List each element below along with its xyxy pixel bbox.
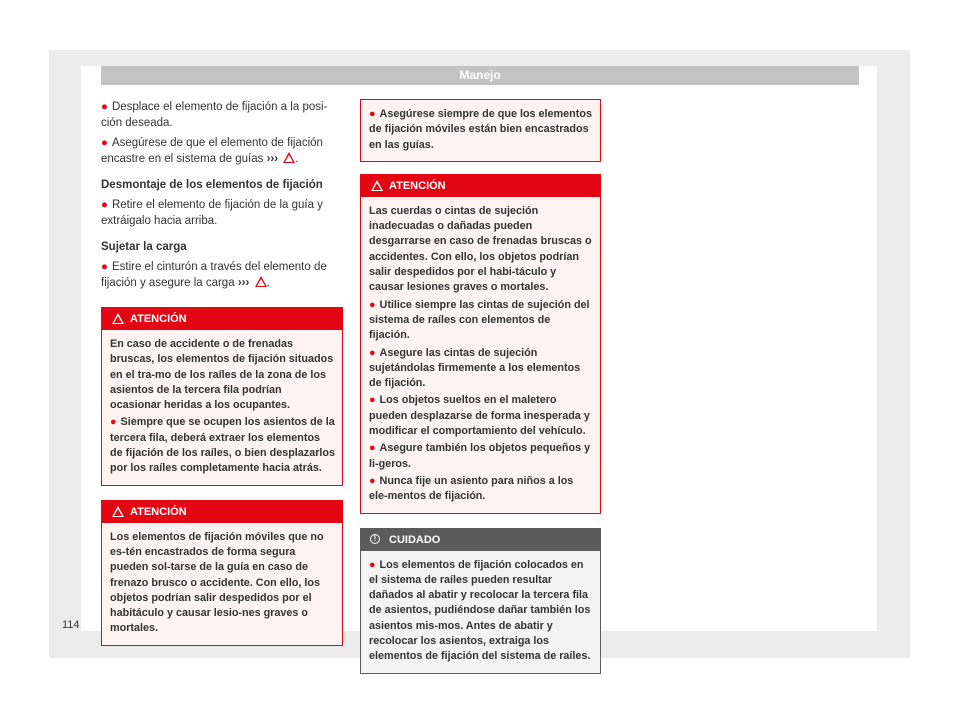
warning-box-header: ATENCIÓN bbox=[361, 175, 600, 197]
warning-bullet: ● Asegure también los objetos pequeños y li-geros. bbox=[369, 442, 591, 470]
bullet-icon: ● bbox=[101, 261, 108, 273]
bullet-icon: ● bbox=[369, 442, 376, 455]
warning-triangle-icon bbox=[112, 506, 124, 517]
page-number: 114 bbox=[62, 619, 80, 631]
warning-box-3 bbox=[360, 174, 601, 514]
warning-box-body bbox=[361, 100, 600, 161]
caution-box bbox=[360, 528, 601, 674]
heading-removal: Desmontaje de los elementos de fijación bbox=[101, 179, 323, 191]
warning-triangle-icon bbox=[255, 276, 267, 287]
instruction-3: ● Retire el elemento de fijación de la guía y extráigalo hacia arriba. bbox=[101, 199, 323, 227]
warning-box-header: ATENCIÓN bbox=[102, 308, 342, 330]
section-header: Manejo bbox=[101, 66, 859, 85]
info-circle-icon: ! bbox=[370, 534, 380, 544]
warning-text: En caso de accidente o de frenadas bruscas, los elementos de fijación situados en el tra-mo de los raíles de la zona de los asientos de la tercera fila podrían ocasionar heridas a los ocupantes. bbox=[110, 338, 334, 412]
warning-bullet: ● Asegure las cintas de sujeción sujetándolas firmemente a los elementos de fijación. bbox=[369, 346, 581, 390]
bullet-icon: ● bbox=[110, 416, 117, 429]
warning-bullet: ● Asegúrese siempre de que los elementos de fijación móviles están bien encastrados en las guías. bbox=[369, 108, 592, 151]
warning-box-2 bbox=[101, 500, 343, 646]
bullet-icon: ● bbox=[101, 101, 108, 113]
bullet-icon: ● bbox=[369, 298, 376, 311]
warning-triangle-icon bbox=[112, 313, 124, 324]
bullet-icon: ● bbox=[101, 199, 108, 211]
caution-box-body bbox=[361, 551, 600, 673]
bullet-icon: ● bbox=[101, 137, 108, 149]
reference-arrows[interactable]: ››› bbox=[237, 277, 250, 289]
warning-triangle-icon bbox=[371, 180, 383, 191]
warning-bullet: ● Siempre que se ocupen los asientos de la tercera fila, deberá extraer los elementos de fijación de los raíles, o bien desplazarlos por los raíles completamente hacia atrás. bbox=[110, 416, 336, 475]
warning-box-header: ATENCIÓN bbox=[102, 501, 342, 523]
warning-bullet: ● Nunca fije un asiento para niños a los ele-mentos de fijación. bbox=[369, 474, 574, 503]
warning-box-body bbox=[102, 523, 342, 645]
warning-box-continued bbox=[360, 99, 601, 162]
heading-secure-load: Sujetar la carga bbox=[101, 241, 187, 253]
caution-box-header: ! CUIDADO bbox=[361, 529, 600, 551]
middle-column bbox=[360, 99, 601, 674]
instruction-4: ● Estire el cinturón a través del elemento de fijación y asegure la carga ››› . bbox=[101, 261, 327, 289]
instruction-2: ● Asegúrese de que el elemento de fijación encastre en el sistema de guías ››› . bbox=[101, 137, 323, 165]
warning-box-1 bbox=[101, 307, 343, 486]
bullet-icon: ● bbox=[369, 558, 376, 571]
bullet-icon: ● bbox=[369, 346, 376, 359]
left-column bbox=[101, 99, 343, 646]
warning-bullet: ● Los objetos sueltos en el maletero pueden desplazarse de forma inesperada y modificar el comportamiento del vehículo. bbox=[369, 394, 590, 438]
warning-text: Las cuerdas o cintas de sujeción inadecuadas o dañadas pueden desgarrarse en caso de frenadas bruscas o accidentes. Con ello, los objetos podrían salir despedidos por el habi-táculo y causar lesiones graves o mortales. bbox=[369, 204, 592, 294]
bullet-icon: ● bbox=[369, 474, 376, 487]
warning-text: Los elementos de fijación móviles que no es-tén encastrados de forma segura pueden sol-tarse de la guía en caso de frenazo brusco o accidente. Con ello, los objetos podrían salir despedidos por el habitáculo y causar lesio-nes graves o mortales. bbox=[110, 530, 324, 635]
caution-bullet: ● Los elementos de fijación colocados en el sistema de raíles pueden resultar dañados al abatir y recolocar la tercera fila de asientos, pudiéndose dañar también los asientos mis-mos. Antes de abatir y recolocar los asientos, extraiga los elementos de fijación del sistema de raíles. bbox=[369, 558, 591, 663]
warning-triangle-icon bbox=[283, 152, 295, 163]
reference-arrows[interactable]: ››› bbox=[266, 153, 279, 165]
instruction-1: ● Desplace el elemento de fijación a la posi-ción deseada. bbox=[101, 101, 328, 129]
bullet-icon: ● bbox=[369, 394, 376, 407]
warning-box-body bbox=[102, 330, 342, 485]
warning-box-body bbox=[361, 197, 600, 513]
bullet-icon: ● bbox=[369, 108, 376, 120]
warning-bullet: ● Utilice siempre las cintas de sujeción del sistema de raíles con elementos de fijación. bbox=[369, 298, 590, 342]
